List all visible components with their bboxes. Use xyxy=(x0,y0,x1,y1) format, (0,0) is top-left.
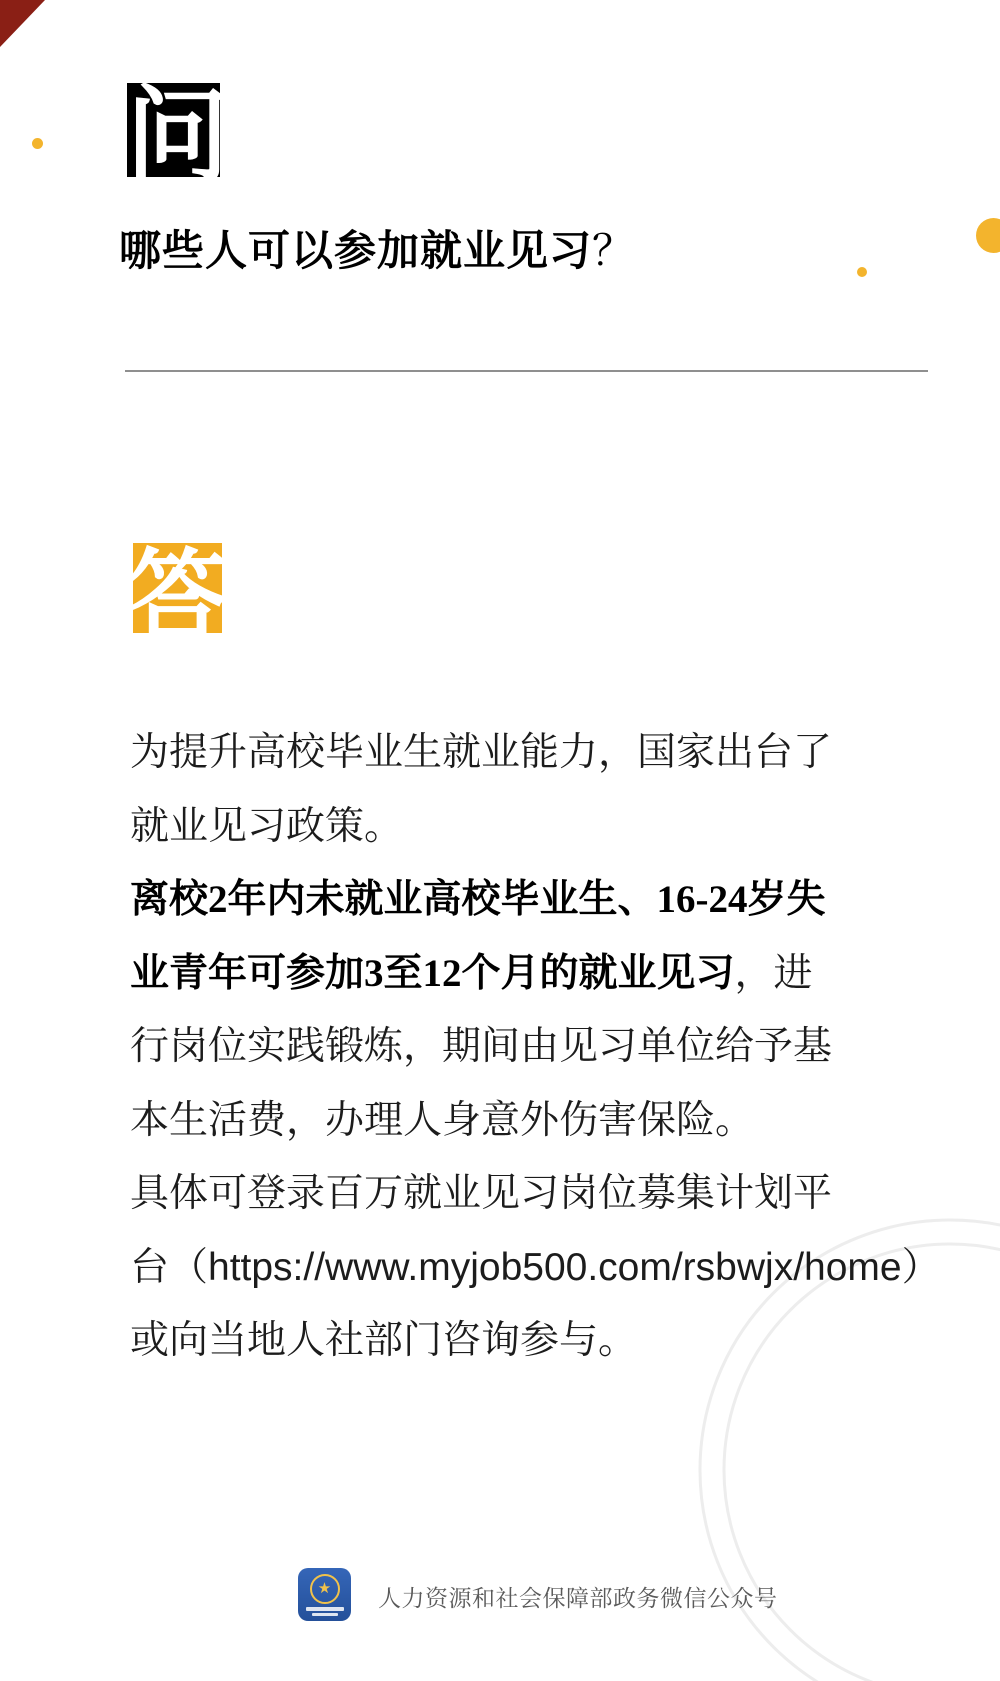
answer-line xyxy=(130,790,860,864)
yellow-dot-small-left xyxy=(32,138,43,149)
mohrss-emblem-logo-icon xyxy=(298,1568,351,1621)
answer-segment: 为提升高校毕业生就业能力，国家出台了 xyxy=(130,731,833,774)
question-title xyxy=(119,218,635,278)
answer-segment-bold: 离校2年内未就业高校毕业生、16-24岁失 xyxy=(130,878,826,921)
answer-text xyxy=(130,716,941,1378)
answer-segment: 就业见习政策。 xyxy=(130,804,404,848)
question-title-text: 哪些人可以参加就业见习 xyxy=(119,227,593,274)
section-divider xyxy=(125,370,928,372)
answer-line xyxy=(130,937,860,1011)
national-emblem-icon: ★ xyxy=(310,1574,340,1604)
answer-segment-bold: 业青年可参加3至12个月的就业见习 xyxy=(130,951,735,995)
yellow-dot-large-right xyxy=(976,218,1000,253)
answer-line xyxy=(130,1084,860,1158)
answer-segment: 或向当地人社部门咨询参与。 xyxy=(130,1319,638,1362)
answer-line xyxy=(130,1304,860,1378)
answer-label-char: 答 xyxy=(127,542,228,653)
logo-text-bar xyxy=(306,1607,344,1611)
corner-triangle-decoration xyxy=(0,0,45,47)
answer-line xyxy=(130,1157,860,1231)
answer-segment: 台（https://www.myjob500.com/rsbwjx/home） xyxy=(130,1245,941,1289)
footer-account-name: 人力资源和社会保障部政务微信公众号 xyxy=(378,1585,778,1611)
answer-segment: 行岗位实践锻炼，期间由见习单位给予基 xyxy=(130,1025,833,1068)
question-label-box xyxy=(126,79,229,194)
answer-label-box xyxy=(127,542,228,653)
question-mark: ？ xyxy=(592,227,636,274)
answer-segment: 具体可登录百万就业见习岗位募集计划平 xyxy=(130,1172,833,1215)
logo-text-bar xyxy=(312,1613,338,1616)
yellow-dot-small-right xyxy=(857,267,867,277)
answer-line xyxy=(130,1010,860,1084)
answer-line xyxy=(130,1231,941,1305)
question-label-char: 问 xyxy=(126,79,229,194)
answer-line xyxy=(130,716,860,790)
answer-segment: 本生活费，办理人身意外伤害保险。 xyxy=(130,1098,755,1142)
answer-segment: ，进 xyxy=(734,951,813,995)
answer-line xyxy=(130,863,860,937)
